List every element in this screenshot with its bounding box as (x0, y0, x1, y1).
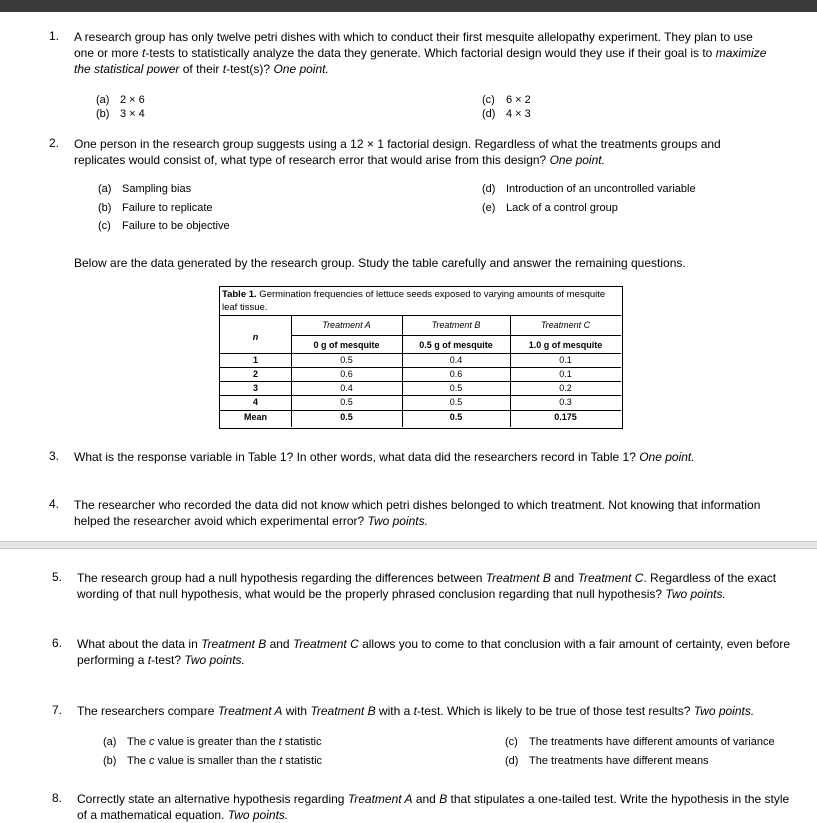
q5-number: 5. (52, 570, 63, 584)
q7-option-a: (a) The c value is greater than the t statistic (103, 736, 322, 748)
q2-text: One person in the research group suggests using a 12 × 1 factorial design. Regardless of what the treatments groups and replicates would consist of, what type of research error that would arise from this design? One point. (74, 137, 721, 167)
table-header-treatment-a: Treatment A (322, 320, 371, 330)
q3-points: One point. (639, 450, 695, 464)
q1-option-d: (d) 4 × 3 (482, 108, 531, 120)
table-header-treatment-c: Treatment C (540, 320, 591, 330)
table-row-n: 3 (252, 383, 258, 393)
table-row-n: 2 (252, 369, 258, 379)
q5-text: The research group had a null hypothesis regarding the differences between Treatment B and Treatment C. Regardless of the exact wording of that null hypothesis, what would be the properly phrased conclusion regarding that null hypothesis? Two points. (77, 571, 777, 601)
table-cell: 0.5 (449, 383, 463, 393)
table-mean-a: 0.5 (340, 412, 353, 422)
table-cell: 0.3 (559, 397, 572, 407)
q2-option-b: (b) Failure to replicate (98, 202, 213, 214)
q4-points: Two points. (367, 514, 428, 528)
q6-number: 6. (52, 636, 63, 650)
q2-number: 2. (49, 136, 60, 150)
q8-text: Correctly state an alternative hypothesis regarding Treatment A and B that stipulates a one-tailed test. Write the hypothesis in the style of a mathematical equation. Two points. (77, 792, 790, 822)
q8-points: Two points. (227, 808, 289, 822)
table-row-n: 4 (252, 397, 258, 407)
table-cell: 0.6 (449, 369, 463, 379)
q7-option-c: (c) The treatments have different amounts of variance (505, 736, 775, 748)
q8-number: 8. (52, 791, 63, 805)
table-cell: 0.4 (449, 355, 463, 365)
q7-option-b: (b) The c value is smaller than the t statistic (103, 755, 323, 767)
q6-points: Two points. (184, 653, 245, 667)
table-caption: Table 1. Germination frequencies of lettuce seeds exposed to varying amounts of mesquite leaf tissue. (222, 289, 606, 313)
q3-number: 3. (49, 449, 60, 463)
table-cell: 0.6 (340, 369, 353, 379)
table-cell: 0.5 (449, 397, 463, 407)
table-amount-c: 1.0 g of mesquite (528, 340, 603, 350)
q7-option-d: (d) The treatments have different means (505, 755, 709, 767)
q4-text: The researcher who recorded the data did not know which petri dishes belonged to which treatment. Not knowing that information helped the researcher avoid which experimental error? Two points. (74, 498, 761, 528)
q7-text: The researchers compare Treatment A with Treatment B with a t-test. Which is likely to be true of those test results? Two points. (77, 704, 755, 718)
table-amount-a: 0 g of mesquite (313, 340, 380, 350)
table-cell: 0.4 (340, 383, 353, 393)
q4-number: 4. (49, 497, 60, 511)
q2-option-c: (c) Failure to be objective (98, 220, 230, 232)
q1-text: A research group has only twelve petri dishes with which to conduct their first mesquite allelopathy experiment. They plan to use one or more t-tests to statistically analyze the data they generate. Which factorial design would they use if their goal is to maximize the statistical power of their t-test(s)? One point. (74, 30, 767, 76)
table-intro: Below are the data generated by the research group. Study the table carefully and answer the remaining questions. (74, 256, 686, 270)
q1-option-a: (a) 2 × 6 (96, 94, 145, 106)
table-cell: 0.2 (559, 383, 572, 393)
table-mean-c: 0.175 (554, 412, 577, 422)
table-cell: 0.1 (559, 355, 572, 365)
q1-option-c: (c) 6 × 2 (482, 94, 531, 106)
q2-option-e: (e) Lack of a control group (482, 202, 618, 214)
q1-option-b: (b) 3 × 4 (96, 108, 145, 120)
data-table (219, 286, 623, 429)
q2-option-a: (a) Sampling bias (98, 183, 192, 195)
q1-number: 1. (49, 29, 60, 43)
q3-text: What is the response variable in Table 1? In other words, what data did the researchers record in Table 1? One point. (74, 450, 695, 464)
page-break (0, 541, 817, 549)
table-cell: 0.5 (340, 397, 353, 407)
table-header-treatment-b: Treatment B (431, 320, 481, 330)
q1-points: One point. (273, 62, 329, 76)
table-cell: 0.1 (559, 369, 572, 379)
q7-points: Two points. (693, 704, 755, 718)
table-mean-label: Mean (243, 412, 267, 422)
table-row-n: 1 (252, 355, 258, 365)
table-cell: 0.5 (340, 355, 353, 365)
top-bar (0, 0, 817, 12)
q7-number: 7. (52, 703, 63, 717)
q2-option-d: (d) Introduction of an uncontrolled variable (482, 183, 696, 195)
table-amount-b: 0.5 g of mesquite (419, 340, 493, 350)
q6-text: What about the data in Treatment B and Treatment C allows you to come to that conclusion with a fair amount of certainty, even before performing a t-test? Two points. (77, 637, 791, 667)
q2-points: One point. (549, 153, 605, 167)
table-header-n: n (252, 332, 259, 342)
table-mean-b: 0.5 (449, 412, 463, 422)
q5-points: Two points. (665, 587, 726, 601)
